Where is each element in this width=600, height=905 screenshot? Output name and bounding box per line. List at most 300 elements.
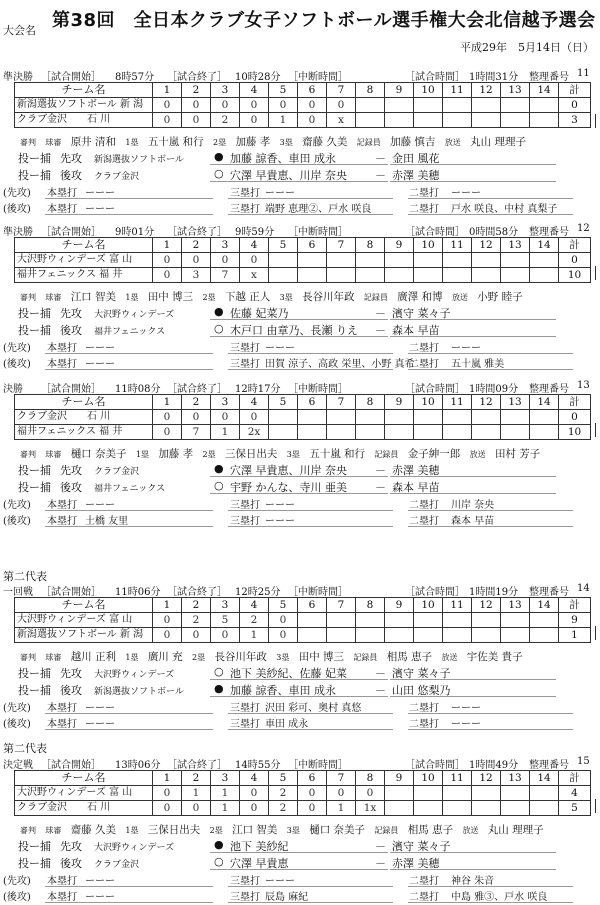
- second-label: 2塁: [202, 293, 216, 302]
- home-runs: ーーー: [85, 343, 115, 354]
- round-label: 決定戦: [3, 760, 33, 771]
- total-header: 計: [559, 83, 591, 98]
- inning-score: [414, 613, 443, 628]
- end-label: ［試合終了］: [167, 72, 227, 83]
- total-score: 10: [559, 268, 591, 283]
- duration: 1時間19分: [469, 587, 519, 598]
- catcher: 森本 早苗: [392, 481, 440, 494]
- inning-score: 0: [153, 410, 182, 425]
- inning-score: 0: [182, 113, 211, 128]
- announcer: 田村 芳子: [494, 448, 541, 460]
- hr-label: 本塁打: [47, 188, 77, 199]
- total-score: 0: [559, 253, 591, 268]
- duration-label: ［試合時間］: [405, 587, 465, 598]
- inning-header: 5: [269, 598, 298, 613]
- catcher: 森本 早苗: [392, 324, 440, 337]
- inning-header: 10: [414, 395, 443, 410]
- inning-score: [530, 113, 559, 128]
- inning-score: [385, 98, 414, 113]
- duration-label: ［試合時間］: [405, 227, 465, 238]
- inning-score: 1: [211, 425, 240, 440]
- inning-score: [530, 98, 559, 113]
- second-umpire: 江口 智美: [232, 824, 278, 836]
- inning-score: [472, 113, 501, 128]
- triples: ーーー: [265, 343, 295, 354]
- scoreboard: [14, 237, 591, 283]
- inning-score: [385, 786, 414, 801]
- recorder-label: 記録員: [363, 293, 388, 302]
- hr-label: 本塁打: [47, 876, 77, 887]
- inning-score: [530, 786, 559, 801]
- pitchers: 加藤 諒香、車田 成永: [230, 152, 336, 165]
- total-score: 0: [559, 410, 591, 425]
- pitchers: 宇野 かんな、寺川 亜美: [230, 481, 347, 494]
- first-label: 1塁: [125, 293, 139, 302]
- inning-header: 11: [443, 771, 472, 786]
- doubles: 川岸 奈央: [451, 500, 495, 511]
- inning-score: [501, 410, 530, 425]
- side-label: 先攻: [60, 152, 82, 165]
- hr-label: 本塁打: [47, 719, 77, 730]
- doubles: 五十嵐 雅美: [451, 359, 505, 370]
- double-label: 二塁打: [409, 516, 439, 527]
- pc-label: 投ー捕: [18, 152, 51, 165]
- inning-score: 2: [211, 113, 240, 128]
- game-meta: [3, 756, 593, 770]
- edge-mark: [595, 114, 596, 128]
- battery-team: 福井フェニックス: [94, 484, 166, 494]
- inning-score: [269, 410, 298, 425]
- side-label: (後攻): [3, 892, 31, 903]
- inning-score: [443, 253, 472, 268]
- inning-score: 0: [153, 253, 182, 268]
- broadcast-label: 放送: [441, 653, 458, 662]
- pc-label: 投ー捕: [18, 169, 51, 182]
- inning-score: 0: [211, 98, 240, 113]
- side-label: 先攻: [60, 667, 82, 680]
- inning-score: [385, 613, 414, 628]
- double-label: 二塁打: [409, 703, 439, 714]
- officials-row: [20, 289, 529, 304]
- inning-header: 5: [269, 83, 298, 98]
- inning-header: 6: [298, 83, 327, 98]
- start-time: 9時01分: [115, 227, 155, 238]
- triple-label: 三塁打: [230, 343, 260, 354]
- team-name: 福井フェニックス 福 井: [15, 268, 153, 283]
- inning-header: 12: [472, 395, 501, 410]
- inning-header: 13: [501, 598, 530, 613]
- section-title: 第二代表: [3, 742, 47, 755]
- home-runs: ーーー: [85, 892, 115, 903]
- inning-score: [530, 628, 559, 643]
- inning-score: [443, 268, 472, 283]
- inning-header: 2: [182, 598, 211, 613]
- win-loss-mark: ●: [214, 838, 224, 851]
- total-score: 9: [559, 613, 591, 628]
- inning-score: 1: [182, 786, 211, 801]
- side-label: 後攻: [60, 857, 82, 870]
- edge-mark: [595, 266, 596, 280]
- battery-team: 福井フェニックス: [94, 327, 166, 337]
- side-label: (後攻): [3, 719, 31, 730]
- inning-score: 5: [211, 613, 240, 628]
- second-label: 2塁: [209, 826, 223, 835]
- edge-mark: [595, 626, 596, 640]
- inning-header: 14: [530, 238, 559, 253]
- inning-score: [356, 425, 385, 440]
- recorder: 相馬 恵子: [407, 824, 454, 836]
- team-row: [15, 268, 591, 283]
- inning-score: [385, 113, 414, 128]
- triple-label: 三塁打: [230, 892, 260, 903]
- inning-header: 10: [414, 83, 443, 98]
- home-runs: ーーー: [85, 719, 115, 730]
- inning-score: x: [327, 113, 356, 128]
- officials-row: [20, 649, 529, 664]
- inning-header: 1: [153, 598, 182, 613]
- triple-label: 三塁打: [230, 876, 260, 887]
- officials-row: [20, 822, 550, 837]
- inning-header: 14: [530, 83, 559, 98]
- inning-score: 2: [269, 801, 298, 816]
- inning-score: [530, 801, 559, 816]
- inning-header: 8: [356, 238, 385, 253]
- pc-label: 投ー捕: [18, 464, 51, 477]
- triple-label: 三塁打: [230, 703, 260, 714]
- plate-umpire: 江口 智美: [70, 291, 117, 303]
- number-label: 整理番号: [529, 72, 569, 83]
- inning-header: 13: [501, 83, 530, 98]
- second-umpire: 長谷川年政: [214, 651, 267, 663]
- inning-header: 1: [153, 395, 182, 410]
- catcher: 赤澤 美穂: [392, 857, 440, 870]
- side-label: 後攻: [60, 684, 82, 697]
- inning-header: 7: [327, 395, 356, 410]
- inning-header: 9: [385, 83, 414, 98]
- inning-score: [443, 613, 472, 628]
- start-time: 11時08分: [115, 384, 161, 395]
- pitchers: 穴澤 早貴恵、川岸 奈央: [230, 169, 347, 182]
- pc-label: 投ー捕: [18, 307, 51, 320]
- second-label: 2塁: [202, 450, 216, 459]
- inning-score: 0: [240, 253, 269, 268]
- inning-score: [356, 253, 385, 268]
- recorder-label: 記録員: [374, 826, 399, 835]
- second-umpire: 三保日出夫: [224, 448, 278, 460]
- inning-header: 8: [356, 83, 385, 98]
- inning-score: 3: [182, 268, 211, 283]
- inning-header: 13: [501, 395, 530, 410]
- inning-score: 0: [327, 98, 356, 113]
- battery-team: 大沢野ウィンデーズ: [94, 670, 175, 680]
- battery-team: 新潟選抜ソフトボール: [94, 155, 184, 165]
- inning-score: [356, 113, 385, 128]
- total-score: 5: [559, 801, 591, 816]
- number-label: 整理番号: [529, 587, 569, 598]
- team-name: 福井フェニックス 福 井: [15, 425, 153, 440]
- inning-score: [385, 253, 414, 268]
- inning-score: 7: [182, 425, 211, 440]
- inning-header: 2: [182, 83, 211, 98]
- scoreboard-header: [15, 238, 591, 253]
- number: 13: [577, 380, 590, 391]
- broadcast-label: 放送: [444, 138, 461, 147]
- inning-score: 0: [153, 801, 182, 816]
- side-label: 先攻: [60, 840, 82, 853]
- team-name: クラブ金沢 石 川: [15, 801, 153, 816]
- double-label: 二塁打: [409, 204, 439, 215]
- win-loss-mark: ○: [214, 665, 224, 678]
- inning-score: [530, 613, 559, 628]
- team-row: [15, 113, 591, 128]
- inning-score: [414, 410, 443, 425]
- referee-label: 審判: [20, 826, 36, 835]
- pc-label: 投ー捕: [18, 667, 51, 680]
- recorder: 金子紳一郎: [407, 448, 461, 460]
- catcher: 金田 風花: [392, 152, 440, 165]
- triples: 田賀 涼子、高政 栄里、小野 真希: [265, 359, 415, 370]
- inning-header: 2: [182, 395, 211, 410]
- inning-header: 7: [327, 83, 356, 98]
- double-label: 二塁打: [409, 719, 439, 730]
- inning-score: [501, 786, 530, 801]
- second-label: 2塁: [192, 653, 206, 662]
- triples: 辰島 麻紀: [265, 892, 309, 903]
- inning-header: 9: [385, 395, 414, 410]
- game-meta: [3, 223, 593, 237]
- inning-header: 4: [240, 395, 269, 410]
- end-time: 14時55分: [235, 760, 281, 771]
- plate-label: 球審: [45, 826, 62, 835]
- inning-score: [530, 410, 559, 425]
- pitchers: 佐藤 妃菜乃: [230, 307, 289, 320]
- plate-label: 球審: [45, 653, 62, 662]
- team-row: [15, 801, 591, 816]
- catcher: 山田 悠梨乃: [392, 684, 451, 697]
- inning-header: 6: [298, 238, 327, 253]
- inning-header: 13: [501, 238, 530, 253]
- inning-score: 0: [298, 786, 327, 801]
- total-score: 4: [559, 786, 591, 801]
- inning-score: x: [240, 268, 269, 283]
- home-runs: ーーー: [85, 500, 115, 511]
- inning-score: 0: [269, 98, 298, 113]
- inning-header: 9: [385, 771, 414, 786]
- inning-header: 6: [298, 598, 327, 613]
- inning-score: [298, 613, 327, 628]
- pc-label: 投ー捕: [18, 857, 51, 870]
- inning-score: 0: [153, 98, 182, 113]
- inning-score: 2x: [240, 425, 269, 440]
- inning-score: 2: [240, 613, 269, 628]
- third-umpire: 田中 博三: [298, 651, 345, 663]
- inning-score: 0: [153, 628, 182, 643]
- inning-header: 7: [327, 598, 356, 613]
- inning-header: 5: [269, 395, 298, 410]
- plate-umpire: 原井 清和: [70, 136, 117, 148]
- side-label: (後攻): [3, 204, 31, 215]
- third-umpire: 五十嵐 和行: [309, 448, 366, 460]
- inning-score: [530, 253, 559, 268]
- game-meta: [3, 380, 593, 394]
- doubles: ーーー: [451, 719, 481, 730]
- start-time: 11時06分: [115, 587, 161, 598]
- inning-score: [501, 113, 530, 128]
- inning-header: 8: [356, 395, 385, 410]
- inning-header: 1: [153, 83, 182, 98]
- inning-score: [530, 268, 559, 283]
- total-header: 計: [559, 771, 591, 786]
- inning-score: [356, 268, 385, 283]
- third-label: 3塁: [286, 450, 300, 459]
- team-name-header: チーム名: [15, 83, 153, 98]
- number: 12: [577, 223, 590, 234]
- team-name-header: チーム名: [15, 771, 153, 786]
- inning-score: [443, 628, 472, 643]
- duration: 1時間31分: [469, 72, 519, 83]
- total-score: 1: [559, 628, 591, 643]
- number: 15: [577, 756, 590, 767]
- win-loss-mark: ●: [214, 305, 224, 318]
- suspend-label: ［中断時間］: [288, 227, 348, 238]
- number: 14: [577, 583, 590, 594]
- inning-score: [501, 98, 530, 113]
- inning-score: [385, 410, 414, 425]
- inning-score: [472, 410, 501, 425]
- start-time: 13時06分: [115, 760, 161, 771]
- suspend-label: ［中断時間］: [288, 587, 348, 598]
- pitchers: 加藤 諒香、車田 成永: [230, 684, 336, 697]
- inning-score: 2: [269, 786, 298, 801]
- inning-score: 0: [153, 113, 182, 128]
- duration: 1時間09分: [469, 384, 519, 395]
- inning-score: [501, 613, 530, 628]
- triple-label: 三塁打: [230, 516, 260, 527]
- inning-header: 8: [356, 771, 385, 786]
- inning-score: [298, 253, 327, 268]
- inning-header: 7: [327, 771, 356, 786]
- inning-score: 0: [182, 253, 211, 268]
- round-label: 一回戦: [3, 587, 33, 598]
- inning-score: [327, 268, 356, 283]
- hr-label: 本塁打: [47, 703, 77, 714]
- inning-score: 0: [153, 613, 182, 628]
- team-name: クラブ金沢 石 川: [15, 113, 153, 128]
- battery-team: 大沢野ウィンデーズ: [94, 843, 175, 853]
- pc-label: 投ー捕: [18, 481, 51, 494]
- inning-score: 0: [269, 613, 298, 628]
- inning-score: [501, 628, 530, 643]
- inning-header: 3: [211, 395, 240, 410]
- inning-score: 0: [182, 801, 211, 816]
- inning-score: [327, 613, 356, 628]
- inning-score: [414, 425, 443, 440]
- win-loss-mark: ●: [214, 462, 224, 475]
- inning-header: 11: [443, 395, 472, 410]
- triples: 車田 成永: [265, 719, 309, 730]
- broadcast-label: 放送: [451, 293, 468, 302]
- inning-score: 0: [240, 801, 269, 816]
- team-row: [15, 786, 591, 801]
- round-label: 準決勝: [3, 72, 33, 83]
- pitchers: 木戸口 由章乃、長瀬 りえ: [230, 324, 358, 337]
- battery-team: 新潟選抜ソフトボール: [94, 687, 184, 697]
- broadcast-label: 放送: [469, 450, 486, 459]
- inning-header: 12: [472, 598, 501, 613]
- inning-header: 5: [269, 238, 298, 253]
- inning-score: [414, 113, 443, 128]
- end-time: 12時25分: [235, 587, 281, 598]
- triples: ーーー: [265, 876, 295, 887]
- plate-label: 球審: [45, 293, 62, 302]
- number: 11: [577, 68, 590, 79]
- section-title: 第二代表: [3, 570, 47, 583]
- home-runs: ーーー: [85, 204, 115, 215]
- duration: 1時間49分: [469, 760, 519, 771]
- third-label: 3塁: [279, 138, 293, 147]
- triple-label: 三塁打: [230, 204, 260, 215]
- home-runs: ーーー: [85, 359, 115, 370]
- plate-label: 球審: [45, 450, 62, 459]
- inning-score: [414, 786, 443, 801]
- inning-score: 0: [211, 253, 240, 268]
- inning-score: [385, 628, 414, 643]
- end-label: ［試合終了］: [167, 760, 227, 771]
- pitchers: 池下 美紗紀、佐藤 妃菜: [230, 667, 347, 680]
- inning-score: [356, 628, 385, 643]
- third-label: 3塁: [279, 293, 293, 302]
- second-umpire: 加藤 孝: [235, 136, 271, 148]
- inning-score: [501, 253, 530, 268]
- team-row: [15, 613, 591, 628]
- start-label: ［試合開始］: [41, 72, 101, 83]
- scoreboard: [14, 82, 591, 128]
- total-header: 計: [559, 598, 591, 613]
- inning-score: [385, 801, 414, 816]
- inning-score: [530, 425, 559, 440]
- pitchers: 池下 美紗紀: [230, 840, 289, 853]
- officials-row: [20, 134, 532, 149]
- triples: 端野 恵理②、戸水 咲良: [265, 204, 372, 215]
- team-name-header: チーム名: [15, 395, 153, 410]
- inning-score: [356, 613, 385, 628]
- suspend-label: ［中断時間］: [288, 760, 348, 771]
- first-umpire: 田中 博三: [147, 291, 194, 303]
- duration-label: ［試合時間］: [405, 72, 465, 83]
- inning-header: 8: [356, 598, 385, 613]
- page-title: 第38回 全日本クラブ女子ソフトボール選手権大会北信越予選会: [52, 10, 596, 31]
- inning-header: 10: [414, 771, 443, 786]
- announcer: 宇佐美 貴子: [466, 651, 523, 663]
- side-label: 先攻: [60, 464, 82, 477]
- double-label: 二塁打: [409, 359, 439, 370]
- first-umpire: 三保日出夫: [147, 824, 201, 836]
- header-label: 大会名: [3, 24, 36, 37]
- team-row: [15, 425, 591, 440]
- pc-label: 投ー捕: [18, 684, 51, 697]
- side-label: (先攻): [3, 343, 31, 354]
- pc-label: 投ー捕: [18, 324, 51, 337]
- triples: ーーー: [265, 188, 295, 199]
- inning-score: [414, 801, 443, 816]
- inning-score: 0: [356, 786, 385, 801]
- inning-score: [501, 801, 530, 816]
- inning-header: 7: [327, 238, 356, 253]
- hr-label: 本塁打: [47, 500, 77, 511]
- inning-score: 0: [298, 801, 327, 816]
- inning-score: 0: [269, 628, 298, 643]
- first-label: 1塁: [125, 653, 139, 662]
